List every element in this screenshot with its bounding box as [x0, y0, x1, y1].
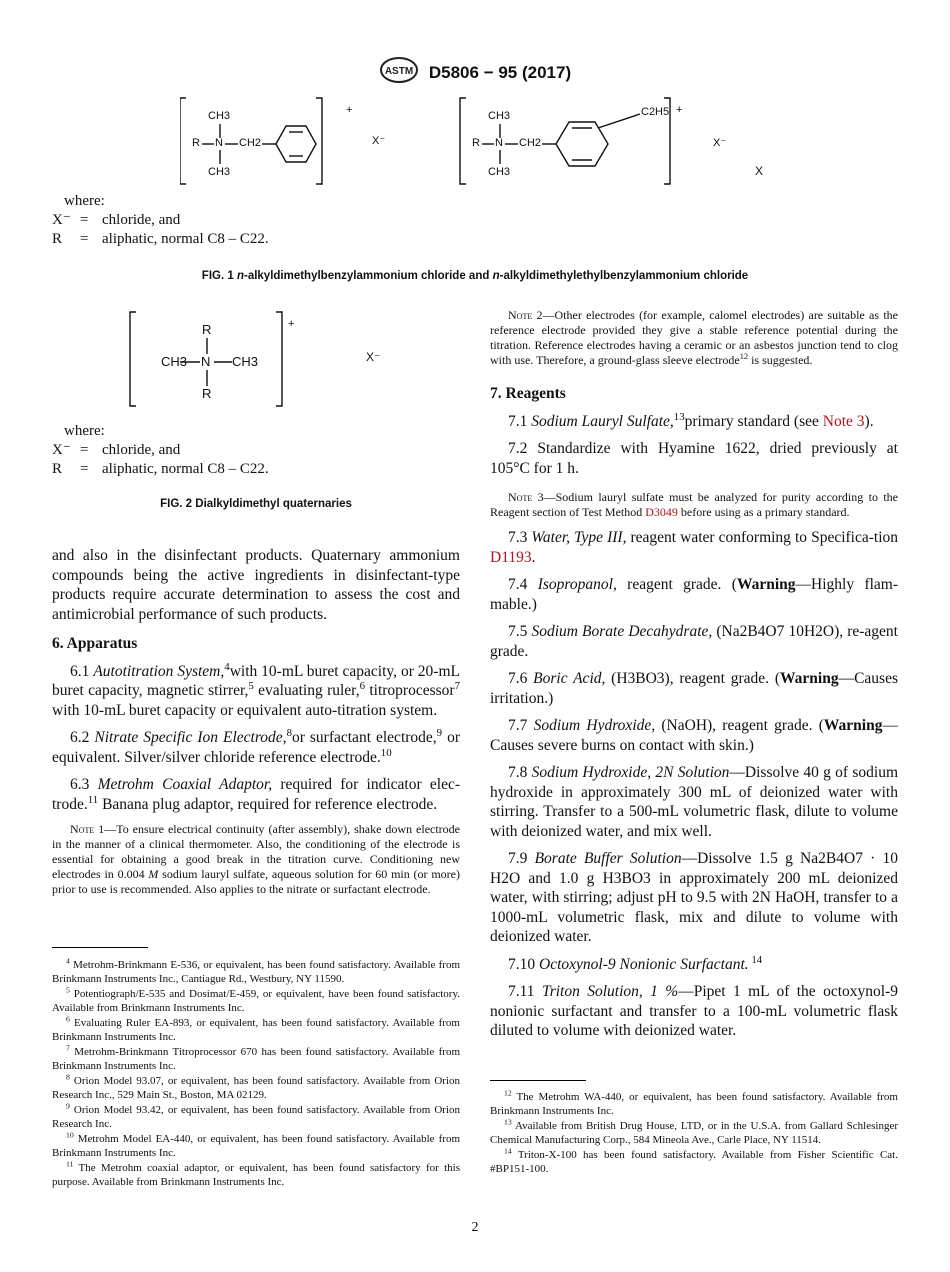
- fig2-ch3-right: CH3: [232, 354, 259, 369]
- fig2-r-bot: R: [202, 386, 212, 401]
- para-7-5: 7.5 Sodium Borate Decahydrate, (Na2B4O7 10H2O), re-agent grade.: [490, 623, 898, 660]
- note-2: Note 2—Other electrodes (for example, calomel electrodes) are suitable as the reference electrode provided they give a stable reference potential during the titration. Reference electrodes having a ceramic or an asbestos junction tend to clog with use. Therefore, a ground-glass sleeve electrode$^{12}$ is suggested.: [490, 308, 898, 367]
- astm-logo-icon: [379, 56, 419, 89]
- fig2-def-r: R = aliphatic, normal C8 – C22.: [52, 461, 269, 477]
- d1193-link[interactable]: D1193: [490, 548, 532, 566]
- document-designation: D5806 − 95 (2017): [428, 62, 572, 82]
- right-footnotes: [490, 1090, 898, 1177]
- fig1-definitions: [52, 192, 472, 249]
- para-6-3: 6.3 Metrohm Coaxial Adaptor, required for indicator elec-trode.$^{11}$ Banana plug adaptor, required for reference electrode.: [52, 776, 460, 813]
- fig1-s1-ch3-bot: CH3: [208, 166, 231, 178]
- footnote-8: $^8$ Orion Model 93.07, or equivalent, has been found satisfactory. Available from Orion Research Inc., 529 Main St., Boston, MA 02129.: [52, 1072, 460, 1101]
- para-7-4: 7.4 Isopropanol, reagent grade. (Warning—Highly flam-mable.): [490, 576, 899, 613]
- note-1: Note 1—To ensure electrical continuity (after assembly), shake down electrode in the manner of a clinical thermometer. Also, the conditioning of the electrode is essential for obtaining a good break in the titration curve. Conditioning new electrodes in 0.004 M sodium lauryl sulfate, aqueous solution for 60 min (or more) prior to use is recommended. Also applies to the nitrate or surfactant electrode.: [52, 822, 461, 896]
- left-intro: and also in the disinfectant products. Quaternary ammonium compounds being the active ingredients in disinfectant-type products require accurate determination to assess the cost and antimicrobial performance of such products.: [52, 547, 460, 623]
- para-7-3: 7.3 Water, Type III, reagent water conforming to Specifica-tion D1193.: [490, 529, 899, 566]
- fig2-anion: X⁻: [366, 350, 381, 364]
- fig1-s2-r: R: [472, 137, 480, 149]
- fig2-def-x: X⁻ = chloride, and: [52, 442, 181, 458]
- fig1-s1-ch2: CH2: [239, 137, 262, 149]
- left-footnotes: [52, 958, 460, 1190]
- fig2-charge: +: [288, 318, 295, 330]
- logo-text: ASTM: [384, 66, 414, 77]
- para-7-2: 7.2 Standardize with Hyamine 1622, dried previously at 105°C for 1 h.: [490, 440, 898, 477]
- right-footnote-rule: [490, 1080, 586, 1081]
- footnote-9: $^9$ Orion Model 93.42, or equivalent, has been found satisfactory. Available from Orion Research Inc.: [52, 1101, 460, 1130]
- fig1-s2-charge: +: [676, 104, 683, 116]
- footnote-5: $^5$ Potentiograph/E-535 and Dosimat/E-459, or equivalent, have been found satisfactory. Available from Brinkmann Instruments Inc.: [52, 985, 460, 1014]
- para-7-10: 7.10 Octoxynol-9 Nonionic Surfactant. $^{14}$: [508, 953, 763, 973]
- page-header: [0, 56, 950, 89]
- left-column: [52, 546, 460, 905]
- footnote-11: $^{11}$ The Metrohm coaxial adaptor, or equivalent, has been found satisfactory for this purpose. Available from Brinkmann Instruments Inc.: [52, 1159, 460, 1188]
- fig1-s2-ch3-bot: CH3: [488, 166, 511, 178]
- para-7-8: 7.8 Sodium Hydroxide, 2N Solution—Dissolve 40 g of sodium hydroxide in approximately 300 mL of deionized water with stirring. Transfer to a 500-mL volumetric flask, dilute to volume with deionized water, and mix well.: [490, 764, 899, 840]
- footnote-12: $^{12}$ The Metrohm WA-440, or equivalent, has been found satisfactory. Available from Brinkmann Instruments Inc.: [490, 1088, 898, 1117]
- d3049-link[interactable]: D3049: [645, 505, 678, 519]
- fig1-s1-ch3-top: CH3: [208, 110, 231, 122]
- footnote-10: $^{10}$ Metrohm Model EA-440, or equivalent, has been found satisfactory. Available from Brinkmann Instruments Inc.: [52, 1130, 461, 1159]
- footnote-13: $^{13}$ Available from British Drug House, LTD, or in the U.S.A. from Gallard Schlesinger Chemical Manufacturing Corp., 584 Mineola Ave., Carle Place, NY 11514.: [490, 1117, 898, 1146]
- fig1-s2-anion: X⁻: [713, 137, 727, 149]
- fig1-caption: FIG. 1 n-alkyldimethylbenzylammonium chloride and n-alkyldimethylethylbenzylammonium chloride: [201, 270, 749, 282]
- fig1-structures: [180, 96, 740, 188]
- note-3-link[interactable]: Note 3: [822, 412, 865, 430]
- fig1-x-mark: X: [755, 164, 764, 178]
- para-7-6: 7.6 Boric Acid, (H3BO3), reagent grade. (Warning—Causes irritation.): [490, 670, 898, 707]
- fig1-where: where:: [64, 193, 105, 209]
- para-6-1: 6.1 Autotitration System,$^4$with 10-mL buret capacity, or 20-mL buret capacity, magnetic stirrer,$^5$ evaluating ruler,$^6$ titroprocessor$^7$ with 10-mL buret capacity or equivalent auto-titration system.: [52, 660, 460, 719]
- fig1-s2-n: N: [495, 137, 503, 149]
- fig1-s2-ch3-top: CH3: [488, 110, 511, 122]
- fig1-s2-ch2: CH2: [519, 137, 542, 149]
- para-7-1: 7.1 Sodium Lauryl Sulfate,$^{13}$primary standard (see Note 3).: [508, 410, 874, 430]
- fig2-where: where:: [64, 423, 105, 439]
- fig2-definitions: [52, 422, 472, 479]
- fig1-s1-n: N: [215, 137, 223, 149]
- right-column: [490, 308, 898, 1049]
- fig2-structure: [128, 310, 398, 410]
- footnote-14: $^{14}$ Triton-X-100 has been found satisfactory. Available from Fisher Scientific Cat. #BP151-100.: [490, 1146, 898, 1175]
- para-6-2: 6.2 Nitrate Specific Ion Electrode,$^8$or surfactant electrode,$^9$ or equivalent. Silver/silver chloride reference electrode.$^{10}$: [52, 726, 461, 766]
- footnote-7: $^7$ Metrohm-Brinkmann Titroprocessor 670 has been found satisfactory. Available from Brinkmann Instruments Inc.: [52, 1043, 460, 1072]
- fig2-caption: FIG. 2 Dialkyldimethyl quaternaries: [160, 498, 352, 510]
- page-number: 2: [471, 1220, 479, 1235]
- para-7-7: 7.7 Sodium Hydroxide, (NaOH), reagent grade. (Warning—Causes severe burns on contact with skin.): [490, 717, 898, 754]
- fig1-s1-charge: +: [346, 104, 353, 116]
- section-7-heading: 7. Reagents: [490, 385, 566, 402]
- fig1-s1-anion: X⁻: [372, 135, 386, 147]
- fig2-r-top: R: [202, 322, 212, 337]
- para-7-11: 7.11 Triton Solution, 1 %—Pipet 1 mL of the octoxynol-9 nonionic surfactant and transfer to a 100-mL volumetric flask diluted to volume with deionized water.: [490, 983, 898, 1039]
- fig2-n: N: [201, 354, 211, 369]
- fig1-s2-c2h5: C2H5: [641, 106, 670, 118]
- footnote-4: $^4$ Metrohm-Brinkmann E-536, or equivalent, has been found satisfactory. Available from Brinkmann Instruments Inc., Cantiague Rd., Westbury, NY 11590.: [52, 956, 460, 985]
- section-6-heading: 6. Apparatus: [52, 635, 138, 652]
- left-footnote-rule: [52, 947, 148, 948]
- fig1-def-x: X⁻ = chloride, and: [52, 212, 181, 228]
- note-3: Note 3—Sodium lauryl sulfate must be analyzed for purity according to the Reagent section of Test Method D3049 before using as a primary standard.: [490, 490, 898, 519]
- fig1-s1-r: R: [192, 137, 200, 149]
- fig2-ch3-left: CH3: [161, 354, 188, 369]
- para-7-9: 7.9 Borate Buffer Solution—Dissolve 1.5 g Na2B4O7 · 10 H2O and 1.0 g H3BO3 in approximately 200 mL deionized water, with stirring; adjust pH to 9.5 with 2N HaOH, transfer to a 1000-mL volumetric flask, mix and dilute to volume with deionized water.: [490, 850, 898, 945]
- fig1-def-r: R = aliphatic, normal C8 – C22.: [52, 231, 269, 247]
- footnote-6: $^6$ Evaluating Ruler EA-893, or equivalent, has been found satisfactory. Available from Brinkmann Instruments Inc.: [52, 1014, 460, 1043]
